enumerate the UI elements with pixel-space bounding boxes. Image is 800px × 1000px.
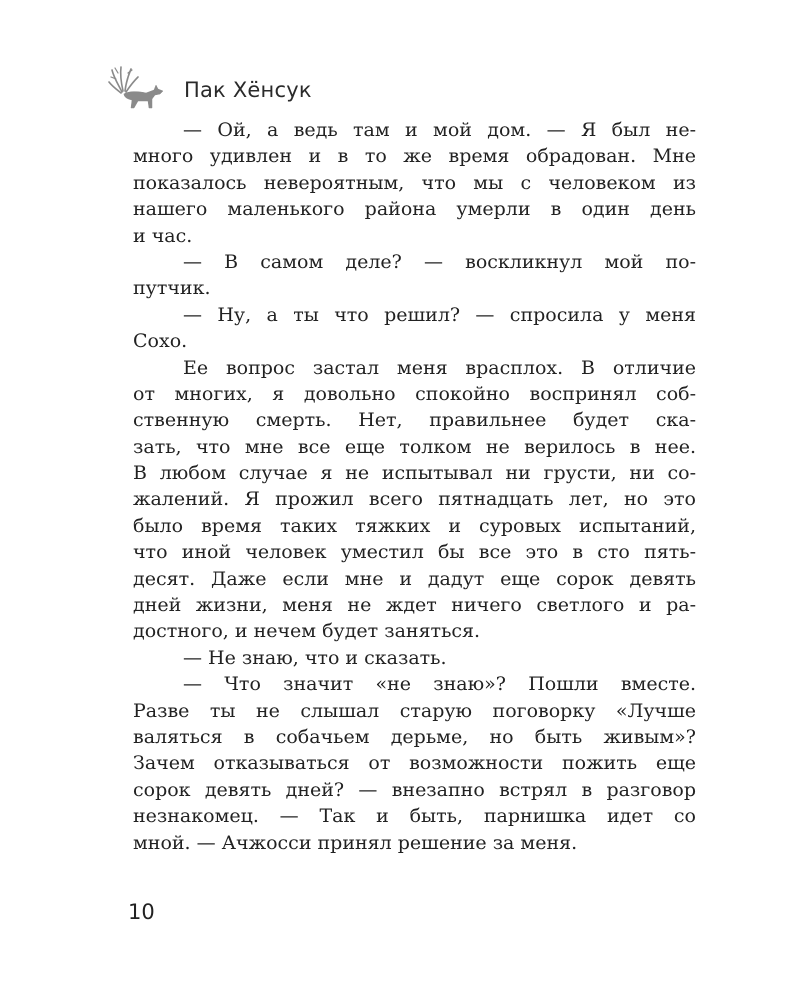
text-line: Зачем отказываться от возможности пожить еще <box>133 752 696 775</box>
text-line: жалений. Я прожил всего пятнадцать лет, но это <box>133 488 696 511</box>
text-line: Сохо. <box>133 330 188 353</box>
text-line: много удивлен и в то же время обрадован. Мне <box>133 145 696 168</box>
text-line: — Ну, а ты что решил? — спросила у меня <box>183 303 696 326</box>
text-line: что иной человек уместил бы все это в сто пять- <box>133 541 696 564</box>
text-line: ственную смерть. Нет, правильнее будет ска- <box>133 409 696 432</box>
page-number: 10 <box>128 900 155 924</box>
text-line: незнакомец. — Так и быть, парнишка идет со <box>133 805 696 828</box>
fox-icon <box>108 64 172 110</box>
text-line: было время таких тяжких и суровых испытаний, <box>133 514 696 537</box>
text-line: десят. Даже если мне и дадут еще сорок девять <box>133 567 696 590</box>
text-line: — Не знаю, что и сказать. <box>183 646 447 669</box>
text-line: и час. <box>133 224 193 247</box>
author-name: Пак Хёнсук <box>184 78 312 102</box>
text-line: сорок девять дней? — внезапно встрял в разговор <box>133 778 696 801</box>
text-line: зать, что мне все еще толком не верилось в нее. <box>133 435 696 458</box>
text-line: Ее вопрос застал меня врасплох. В отличие <box>183 356 696 379</box>
text-line: мной. — Ачжосси принял решение за меня. <box>133 831 578 854</box>
body-text <box>133 117 696 856</box>
text-line: валяться в собачьем дерьме, но быть живым»? <box>133 725 696 748</box>
text-line: достного, и нечем будет заняться. <box>133 620 481 643</box>
text-line: от многих, я довольно спокойно воспринял соб- <box>133 382 696 405</box>
text-line: путчик. <box>133 277 211 300</box>
text-line: В любом случае я не испытывал ни грусти, ни со- <box>133 462 696 485</box>
text-line: дней жизни, меня не ждет ничего светлого и ра- <box>133 594 696 617</box>
text-line: показалось невероятным, что мы с человеком из <box>133 171 696 194</box>
text-line: Разве ты не слышал старую поговорку «Лучше <box>133 699 696 722</box>
text-line: — В самом деле? — воскликнул мой по- <box>183 250 696 273</box>
text-line: нашего маленького района умерли в один день <box>133 198 696 221</box>
text-line: — Что значит «не знаю»? Пошли вместе. <box>183 673 696 696</box>
running-header <box>108 64 312 110</box>
text-line: — Ой, а ведь там и мой дом. — Я был не- <box>183 119 696 141</box>
